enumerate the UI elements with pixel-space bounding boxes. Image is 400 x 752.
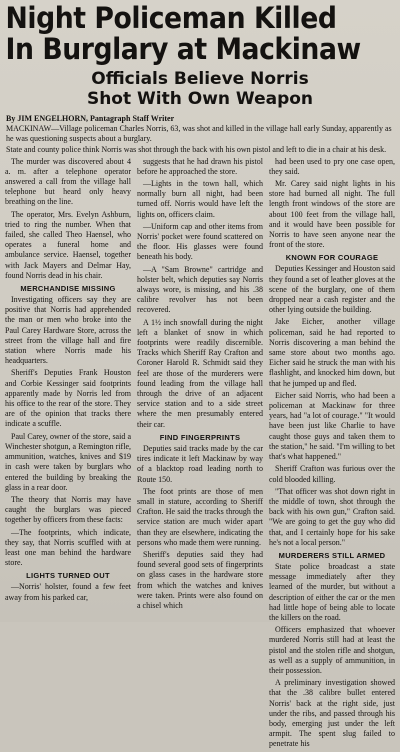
paragraph: The foot prints are those of men small in stature, according to Sheriff Crafton. He said the tracks through the service station are much wider apart than they are elsewhere, indicating the persons who made them were running. [137,486,263,547]
subhead: MURDERERS STILL ARMED [278,550,386,560]
paragraph: A preliminary investigation showed that the .38 calibre bullet entered Norris' back at the right side, just under the ribs, and passed through his body, emerging just under the left armpit. The spent slug failed to penetrate his [269,678,395,749]
deck-line-1: Officials Believe Norris [91,69,309,89]
subhead: FIND FINGERPRINTS [159,432,241,442]
paragraph: —The footprints, which indicate, they say, that Norris scuffled with at least one man behind the hardware store. [5,527,131,568]
paragraph: Deputies said tracks made by the car tires indicate it left Mackinaw by way of a blacktop road leading north to Route 150. [137,443,263,484]
headline [0,0,368,65]
column-2 [137,157,263,752]
paragraph: Sheriff Crafton was furious over the cold blooded killing. [269,464,395,484]
paragraph: had been used to pry one case open, they said. [269,156,395,176]
paragraph: Mr. Carey said night lights in his store had burned all night. The full length front windows of the store are about 100 feet from the village hall, and it would have been possible for Norris to have seen anyone near the front of the store. [269,179,395,250]
paragraph: "That officer was shot down right in the middle of town, shot through the back with his own gun," Crafton said. "We are going to get the guy who did that, and I certainly hope for his sake he's not a local person." [269,486,395,547]
paragraph: The murder was discovered about 4 a. m. after a telephone operator answered a call from the village hall telephone but heard only heavy breathing on the line. [5,156,131,207]
subhead: KNOWN FOR COURAGE [285,253,379,263]
paragraph: —Lights in the town hall, which normally burn all night, had been turned off. Norris would have left the lights on, officers claim. [137,179,263,219]
paragraph: —A "Sam Browne" cartridge and holster belt, which deputies say Norris always wore, is missing, and his .38 calibre revolver has not been recovered. [137,264,263,315]
paragraph: Investigating officers say they are positive that Norris had apprehended the man or men who broke into the Paul Carey Hardware Store, across the street from the village hall and fire station where Norris made his headquarters. [5,295,131,366]
paragraph: The operator, Mrs. Evelyn Ashburn, tried to ring the number. When that failed, she called Theo Haensel, who operates a funeral home and ambulance service. Haensel, together with Jack Mayers and Delmar Hay, found Norris dead in his chair. [5,209,131,280]
deck-headline [0,69,400,109]
paragraph: Paul Carey, owner of the store, said a Winchester shotgun, a Remington rifle, ammunition, watches, knives and $19 in cash were taken by burglars who entered the building by breaking the glass in a rear door. [5,431,131,492]
paragraph: —Uniform cap and other items from Norris' pocket were found scattered on the floor. His glasses were found beneath his body. [137,221,263,262]
paragraph: Deputies Kessinger and Houston said they found a set of leather gloves at the scene of the burglary, one of them dropped near a cash register and the other lying outside the building. [269,264,395,315]
byline: By JIM ENGELHORN, Pantagraph Staff Writer [6,114,175,123]
paragraph: Eicher said Norris, who had been a policeman at Mackinaw for three years, had "a lot of courage." "It would have been just like Charlie to have caught those guys and taken them to the station," he said. "I'm willing to bet that's what happened." [269,390,395,462]
column-3 [269,157,395,752]
lead-paragraph: MACKINAW—Village policeman Charles Norris, 63, was shot and killed in the village hall early Sunday, apparently as he was questioning suspects about a burglary. [6,124,392,144]
headline-line-2: In Burglary at Mackinaw [5,32,361,66]
column-1 [5,157,131,752]
paragraph: Sheriff's deputies said they had found several good sets of fingerprints on glass cases in the hardware store from which the watches and knives were taken. Prints were also found on a chisel which [137,549,263,610]
lead-paragraph: State and county police think Norris was shot through the back with his own pistol and left to die in a chair at his desk. [6,145,387,155]
subhead: LIGHTS TURNED OUT [26,571,110,581]
lead-paragraphs [0,124,400,156]
paragraph: Officers emphasized that whoever murdered Norris still had at least the pistol and the stolen rifle and shotgun, as well as a supply of ammunition, in their possession. [269,625,395,675]
paragraph: Jake Eicher, another village policeman, said he had reported to Norris discovering a man behind the same store about two months ago. Eicher said he struck the man with his flashlight, and knocked him down, but that he jumped up and fled. [269,317,395,388]
paragraph: Sheriff's Deputies Frank Houston and Corbie Kessinger said footprints apparently made by Norris led from his office to the rear of the store. They are of the opinion that tracks there indicate a scuffle. [5,368,131,429]
paragraph: State police broadcast a state message immediately after they learned of the murder, but without a description of either the car or the men had little hope of being able to locate the killers on the road. [269,561,395,622]
subhead: MERCHANDISE MISSING [20,284,116,294]
paragraph: suggests that he had drawn his pistol before he approached the store. [137,156,263,176]
paragraph: The theory that Norris may have caught the burglars was pieced together by officers from these facts: [5,494,131,525]
headline-line-1: Night Policeman Killed [5,1,337,35]
deck-line-2: Shot With Own Weapon [86,89,314,109]
paragraph: A 1½ inch snowfall during the night left a blanket of snow in which footprints were readily discernible. Tracks which Sheriff Ray Crafton and Coroner Harold R. Schmidt said they feel are those of the murderers were found leading from the village hall through the drive of an adjacent service station and to a side street where the men presumably entered their car. [137,317,263,429]
body-columns [0,157,400,752]
paragraph: —Norris' holster, found a few feet away from his parked car, [5,582,131,602]
